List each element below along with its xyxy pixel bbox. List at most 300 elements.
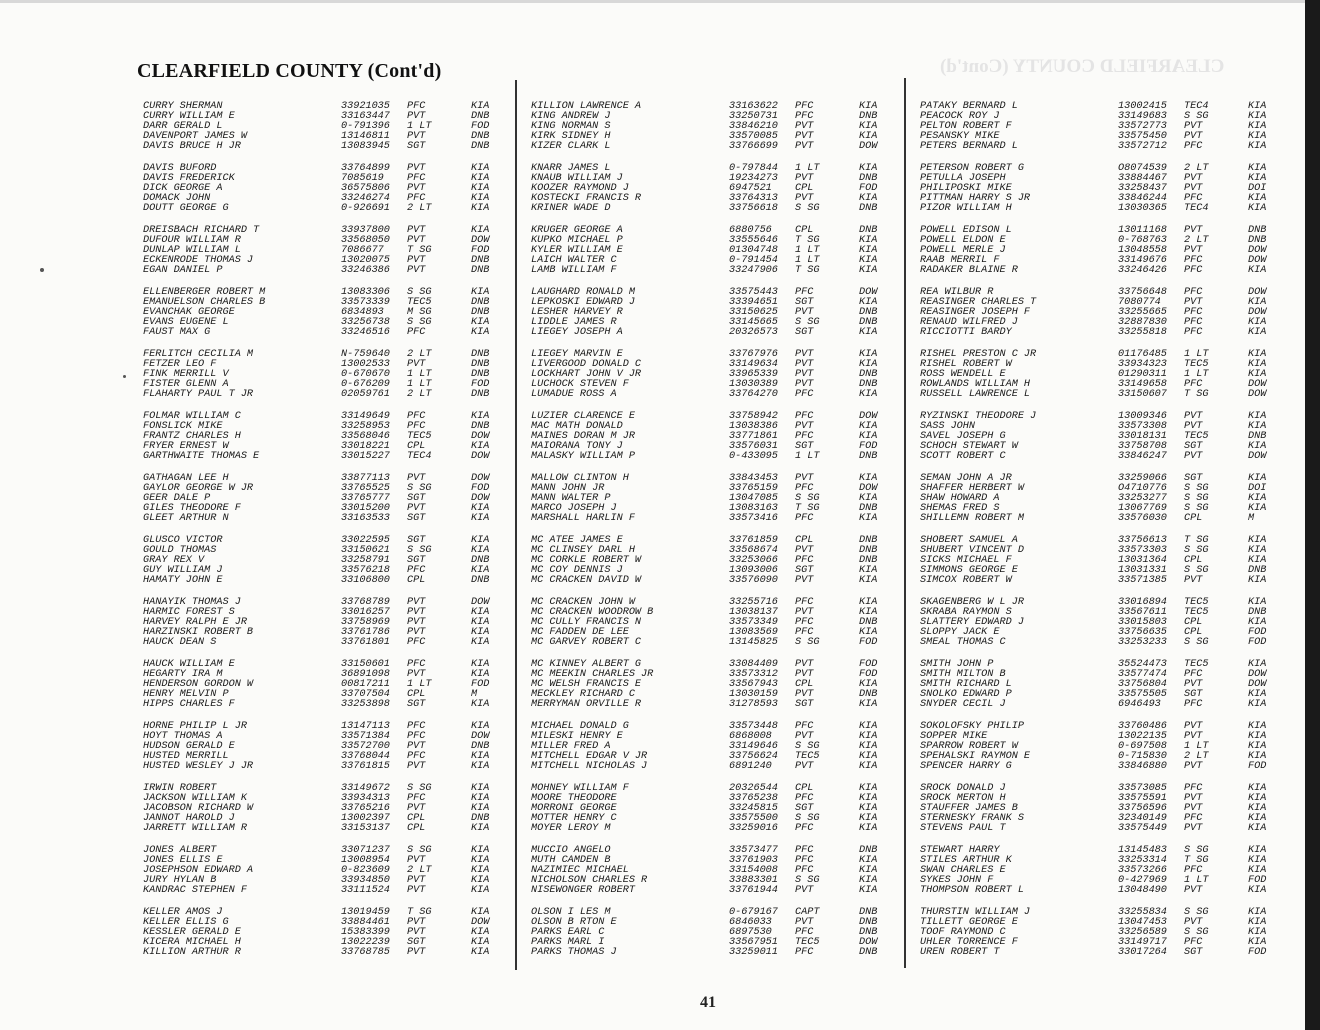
- entry-rank: CPL: [1184, 627, 1203, 638]
- entry-status: DNB: [859, 111, 878, 122]
- entry-serial-number: 33573448: [729, 721, 778, 732]
- entry-name: TOOF RAYMOND C: [920, 927, 1006, 938]
- entry-status: KIA: [471, 803, 490, 814]
- entry-serial-number: 33145665: [729, 317, 778, 328]
- entry-status: KIA: [859, 421, 878, 432]
- entry-status: DNB: [471, 265, 490, 276]
- entry-name: LIDDLE JAMES R: [531, 317, 617, 328]
- entry-name: MOHNEY WILLIAM F: [531, 783, 629, 794]
- entry-rank: PVT: [795, 575, 814, 586]
- entry-name: SROCK MERTON H: [920, 793, 1006, 804]
- entry-name: JACKSON WILLIAM K: [143, 793, 247, 804]
- entry-serial-number: 33765216: [341, 803, 390, 814]
- entry-name: GATHAGAN LEE H: [143, 473, 229, 484]
- entry-serial-number: 33150621: [341, 545, 390, 556]
- entry-name: SCHOCH STEWART W: [920, 441, 1018, 452]
- entry-rank: PVT: [407, 803, 426, 814]
- entry-name: RADAKER BLAINE R: [920, 265, 1018, 276]
- entry-status: DOW: [1248, 245, 1267, 256]
- entry-serial-number: 33846210: [729, 121, 778, 132]
- entry-name: STILES ARTHUR K: [920, 855, 1012, 866]
- entry-status: KIA: [1248, 473, 1267, 484]
- entry-status: M: [471, 689, 478, 700]
- entry-serial-number: 33253233: [1118, 637, 1167, 648]
- entry-serial-number: 33756618: [729, 203, 778, 214]
- entry-serial-number: 33573349: [729, 617, 778, 628]
- entry-name: HAUCK WILLIAM E: [143, 659, 235, 670]
- entry-rank: S SG: [1184, 565, 1209, 576]
- entry-serial-number: 33965339: [729, 369, 778, 380]
- entry-name: MC CRACKEN WOODROW B: [531, 607, 654, 618]
- entry-name: NICHOLSON CHARLES R: [531, 875, 648, 886]
- entry-name: MAC MATH DONALD: [531, 421, 623, 432]
- entry-status: KIA: [859, 783, 878, 794]
- entry-serial-number: 01290311: [1118, 369, 1167, 380]
- entry-serial-number: 33571384: [341, 731, 390, 742]
- entry-status: KIA: [471, 927, 490, 938]
- entry-serial-number: 33575450: [1118, 131, 1167, 142]
- entry-rank: TEC5: [1184, 431, 1209, 442]
- entry-status: KIA: [1248, 101, 1267, 112]
- entry-rank: S SG: [1184, 111, 1209, 122]
- entry-rank: CPL: [795, 183, 814, 194]
- entry-status: DOI: [1248, 183, 1267, 194]
- entry-status: KIA: [859, 327, 878, 338]
- entry-name: FINK MERRILL V: [143, 369, 229, 380]
- entry-name: HUDSON GERALD E: [143, 741, 235, 752]
- entry-status: DOW: [471, 235, 490, 246]
- entry-rank: PFC: [407, 751, 426, 762]
- entry-status: KIA: [471, 225, 490, 236]
- entry-rank: PFC: [795, 927, 814, 938]
- entry-name: ROSS WENDELL E: [920, 369, 1006, 380]
- entry-serial-number: 13146811: [341, 131, 390, 142]
- entry-rank: 1 LT: [407, 379, 432, 390]
- entry-name: RISHEL ROBERT W: [920, 359, 1012, 370]
- entry-status: KIA: [1248, 349, 1267, 360]
- entry-status: KIA: [471, 865, 490, 876]
- entry-serial-number: 33761801: [341, 637, 390, 648]
- entry-rank: CPL: [407, 813, 426, 824]
- entry-name: GARTHWAITE THOMAS E: [143, 451, 260, 462]
- entry-serial-number: 33255834: [1118, 907, 1167, 918]
- entry-serial-number: 33255716: [729, 597, 778, 608]
- entry-serial-number: 13048490: [1118, 885, 1167, 896]
- entry-name: HEGARTY IRA M: [143, 669, 223, 680]
- entry-status: DNB: [471, 421, 490, 432]
- entry-rank: PFC: [795, 111, 814, 122]
- entry-rank: T SG: [795, 503, 820, 514]
- entry-serial-number: 0-676209: [341, 379, 390, 390]
- entry-serial-number: 33150601: [341, 659, 390, 670]
- entry-serial-number: 13083306: [341, 287, 390, 298]
- entry-serial-number: 35524473: [1118, 659, 1167, 670]
- entry-serial-number: 33761903: [729, 855, 778, 866]
- entry-rank: PFC: [795, 483, 814, 494]
- entry-status: DNB: [859, 555, 878, 566]
- entry-name: LUZIER CLARENCE E: [531, 411, 635, 422]
- entry-serial-number: 33018221: [341, 441, 390, 452]
- entry-name: KIZER CLARK L: [531, 141, 611, 152]
- entry-name: PIZOR WILLIAM H: [920, 203, 1012, 214]
- entry-name: LAICH WALTER C: [531, 255, 617, 266]
- entry-name: KUPKO MICHAEL P: [531, 235, 623, 246]
- entry-status: DNB: [859, 545, 878, 556]
- entry-name: DREISBACH RICHARD T: [143, 225, 260, 236]
- entry-rank: CPL: [407, 689, 426, 700]
- entry-rank: PVT: [407, 183, 426, 194]
- entry-rank: TEC5: [1184, 359, 1209, 370]
- entry-rank: PFC: [1184, 307, 1203, 318]
- entry-status: FOD: [471, 483, 490, 494]
- entry-status: KIA: [859, 193, 878, 204]
- entry-status: DNB: [471, 389, 490, 400]
- entry-name: FERLITCH CECILIA M: [143, 349, 254, 360]
- entry-serial-number: 33015803: [1118, 617, 1167, 628]
- entry-serial-number: 33573312: [729, 669, 778, 680]
- entry-rank: PVT: [1184, 225, 1203, 236]
- entry-status: KIA: [859, 731, 878, 742]
- entry-name: DOMACK JOHN: [143, 193, 211, 204]
- entry-serial-number: 33018131: [1118, 431, 1167, 442]
- entry-serial-number: 33846244: [1118, 193, 1167, 204]
- entry-serial-number: 33883301: [729, 875, 778, 886]
- entry-serial-number: 33884461: [341, 917, 390, 928]
- entry-rank: T SG: [407, 245, 432, 256]
- entry-rank: PFC: [407, 793, 426, 804]
- entry-status: DOI: [1248, 483, 1267, 494]
- entry-rank: PVT: [407, 359, 426, 370]
- entry-status: KIA: [471, 937, 490, 948]
- entry-name: MC GARVEY ROBERT C: [531, 637, 642, 648]
- bleed-through-title: CLEARFIELD COUNTY (Cont'd): [940, 56, 1225, 77]
- entry-status: KIA: [859, 349, 878, 360]
- entry-serial-number: 7080774: [1118, 297, 1161, 308]
- entry-name: RYZINSKI THEODORE J: [920, 411, 1037, 422]
- entry-serial-number: 33765525: [341, 483, 390, 494]
- entry-serial-number: 13009346: [1118, 411, 1167, 422]
- entry-rank: PFC: [1184, 317, 1203, 328]
- entry-status: DNB: [471, 111, 490, 122]
- entry-rank: PVT: [795, 761, 814, 772]
- entry-status: DNB: [471, 359, 490, 370]
- entry-rank: CPL: [795, 535, 814, 546]
- entry-status: DNB: [859, 927, 878, 938]
- column-divider-1: [515, 80, 517, 970]
- entry-rank: S SG: [1184, 503, 1209, 514]
- entry-status: DNB: [859, 451, 878, 462]
- entry-rank: TEC4: [1184, 203, 1209, 214]
- entry-name: PETERS BERNARD L: [920, 141, 1018, 152]
- entry-status: FOD: [859, 669, 878, 680]
- entry-status: KIA: [471, 783, 490, 794]
- entry-status: KIA: [1248, 575, 1267, 586]
- entry-rank: 2 LT: [407, 389, 432, 400]
- entry-status: DNB: [1248, 235, 1267, 246]
- entry-rank: PVT: [1184, 183, 1203, 194]
- entry-rank: PVT: [1184, 245, 1203, 256]
- entry-rank: PVT: [795, 379, 814, 390]
- entry-serial-number: 13031331: [1118, 565, 1167, 576]
- entry-status: KIA: [1248, 793, 1267, 804]
- entry-name: RENAUD WILFRED J: [920, 317, 1018, 328]
- entry-rank: SGT: [1184, 947, 1203, 958]
- entry-rank: PFC: [795, 793, 814, 804]
- entry-serial-number: 33149649: [341, 411, 390, 422]
- entry-rank: PVT: [795, 359, 814, 370]
- entry-rank: PVT: [407, 669, 426, 680]
- entry-rank: 1 LT: [795, 163, 820, 174]
- entry-status: DNB: [859, 369, 878, 380]
- entry-name: SLOPPY JACK E: [920, 627, 1000, 638]
- entry-name: JOSEPHSON EDWARD A: [143, 865, 254, 876]
- entry-serial-number: 33575505: [1118, 689, 1167, 700]
- entry-name: HUSTED MERRILL: [143, 751, 229, 762]
- entry-serial-number: 33250731: [729, 111, 778, 122]
- entry-name: MC FADDEN DE LEE: [531, 627, 629, 638]
- entry-serial-number: 13002415: [1118, 101, 1167, 112]
- entry-status: KIA: [471, 545, 490, 556]
- entry-status: KIA: [471, 327, 490, 338]
- entry-name: CURRY WILLIAM E: [143, 111, 235, 122]
- entry-serial-number: 33571385: [1118, 575, 1167, 586]
- entry-rank: TEC5: [407, 297, 432, 308]
- entry-rank: CPL: [1184, 555, 1203, 566]
- entry-name: GILES THEODORE F: [143, 503, 241, 514]
- entry-status: FOD: [859, 637, 878, 648]
- entry-name: MORRONI GEORGE: [531, 803, 617, 814]
- entry-serial-number: 33764313: [729, 193, 778, 204]
- entry-rank: SGT: [407, 555, 426, 566]
- entry-serial-number: 33572712: [1118, 141, 1167, 152]
- entry-serial-number: 33246426: [1118, 265, 1167, 276]
- entry-status: KIA: [1248, 927, 1267, 938]
- entry-rank: PVT: [795, 121, 814, 132]
- entry-rank: PVT: [795, 369, 814, 380]
- entry-status: DNB: [859, 225, 878, 236]
- entry-serial-number: 33707504: [341, 689, 390, 700]
- page-number: 41: [700, 994, 716, 1011]
- entry-status: KIA: [859, 473, 878, 484]
- entry-name: RUSSELL LAWRENCE L: [920, 389, 1031, 400]
- entry-serial-number: 33760486: [1118, 721, 1167, 732]
- entry-serial-number: 13083163: [729, 503, 778, 514]
- entry-status: KIA: [859, 359, 878, 370]
- entry-serial-number: 13030389: [729, 379, 778, 390]
- entry-serial-number: 33149646: [729, 741, 778, 752]
- entry-name: MC MEEKIN CHARLES JR: [531, 669, 654, 680]
- entry-status: KIA: [471, 411, 490, 422]
- entry-rank: PFC: [407, 721, 426, 732]
- entry-serial-number: 33576031: [729, 441, 778, 452]
- entry-name: GLUSCO VICTOR: [143, 535, 223, 546]
- entry-status: KIA: [859, 813, 878, 824]
- entry-name: DARR GERALD L: [143, 121, 223, 132]
- entry-status: DNB: [471, 131, 490, 142]
- entry-rank: S SG: [407, 845, 432, 856]
- entry-serial-number: 33016894: [1118, 597, 1167, 608]
- entry-status: KIA: [1248, 751, 1267, 762]
- entry-status: KIA: [1248, 813, 1267, 824]
- entry-name: SAVEL JOSEPH G: [920, 431, 1006, 442]
- entry-serial-number: 6891240: [729, 761, 772, 772]
- entry-name: KYLER WILLIAM E: [531, 245, 623, 256]
- entry-serial-number: 15383399: [341, 927, 390, 938]
- entry-serial-number: 33258791: [341, 555, 390, 566]
- entry-serial-number: 13067769: [1118, 503, 1167, 514]
- entry-serial-number: 0-797844: [729, 163, 778, 174]
- entry-name: MC CRACKEN JOHN W: [531, 597, 635, 608]
- entry-status: KIA: [859, 565, 878, 576]
- entry-serial-number: 01304748: [729, 245, 778, 256]
- entry-name: MUTH CAMDEN B: [531, 855, 611, 866]
- entry-rank: PVT: [1184, 421, 1203, 432]
- entry-rank: S SG: [407, 483, 432, 494]
- entry-rank: 1 LT: [795, 245, 820, 256]
- entry-status: DNB: [859, 503, 878, 514]
- entry-name: MOTTER HENRY C: [531, 813, 617, 824]
- entry-status: KIA: [1248, 493, 1267, 504]
- entry-status: KIA: [471, 183, 490, 194]
- entry-status: FOD: [859, 183, 878, 194]
- entry-rank: CPL: [1184, 617, 1203, 628]
- entry-rank: SGT: [407, 535, 426, 546]
- entry-serial-number: 33884467: [1118, 173, 1167, 184]
- entry-status: KIA: [1248, 721, 1267, 732]
- entry-name: NISEWONGER ROBERT: [531, 885, 635, 896]
- entry-name: HUSTED WESLEY J JR: [143, 761, 254, 772]
- entry-status: KIA: [1248, 535, 1267, 546]
- entry-status: DNB: [859, 535, 878, 546]
- entry-name: RISHEL PRESTON C JR: [920, 349, 1037, 360]
- entry-rank: PVT: [1184, 721, 1203, 732]
- entry-name: SHEMAS FRED S: [920, 503, 1000, 514]
- entry-rank: PVT: [407, 111, 426, 122]
- entry-serial-number: 13038137: [729, 607, 778, 618]
- entry-serial-number: 33576218: [341, 565, 390, 576]
- entry-serial-number: 01176485: [1118, 349, 1167, 360]
- entry-name: KNARR JAMES L: [531, 163, 611, 174]
- entry-name: SICKS MICHAEL F: [920, 555, 1012, 566]
- entry-serial-number: 0-697508: [1118, 741, 1167, 752]
- entry-serial-number: 33756596: [1118, 803, 1167, 814]
- entry-name: FOLMAR WILLIAM C: [143, 411, 241, 422]
- entry-rank: 1 LT: [407, 679, 432, 690]
- entry-rank: PFC: [407, 411, 426, 422]
- entry-name: JURY HYLAN B: [143, 875, 217, 886]
- entry-rank: PFC: [795, 597, 814, 608]
- entry-name: POWELL MERLE J: [920, 245, 1006, 256]
- entry-name: HOYT THOMAS A: [143, 731, 223, 742]
- entry-serial-number: 33106800: [341, 575, 390, 586]
- entry-name: HARMIC FOREST S: [143, 607, 235, 618]
- entry-status: KIA: [1248, 203, 1267, 214]
- entry-name: STEWART HARRY: [920, 845, 1000, 856]
- entry-serial-number: 33246516: [341, 327, 390, 338]
- entry-name: ROWLANDS WILLIAM H: [920, 379, 1031, 390]
- entry-name: REASINGER JOSEPH F: [920, 307, 1031, 318]
- entry-status: DNB: [859, 617, 878, 628]
- entry-name: FAUST MAX G: [143, 327, 211, 338]
- entry-serial-number: 33573303: [1118, 545, 1167, 556]
- entry-serial-number: 33016257: [341, 607, 390, 618]
- entry-serial-number: 33259016: [729, 823, 778, 834]
- entry-rank: PFC: [795, 431, 814, 442]
- entry-status: DNB: [859, 173, 878, 184]
- entry-name: DOUTT GEORGE G: [143, 203, 229, 214]
- entry-serial-number: N-759640: [341, 349, 390, 360]
- entry-status: KIA: [859, 751, 878, 762]
- entry-name: KELLER ELLIS G: [143, 917, 229, 928]
- entry-name: LUMADUE ROSS A: [531, 389, 617, 400]
- entry-status: FOD: [859, 659, 878, 670]
- entry-rank: PVT: [795, 349, 814, 360]
- entry-status: DOW: [471, 917, 490, 928]
- entry-rank: PVT: [1184, 121, 1203, 132]
- entry-status: DOW: [471, 493, 490, 504]
- entry-status: KIA: [859, 885, 878, 896]
- entry-name: KESSLER GERALD E: [143, 927, 241, 938]
- entry-status: DNB: [471, 307, 490, 318]
- entry-serial-number: 6947521: [729, 183, 772, 194]
- entry-name: EVANS EUGENE L: [143, 317, 229, 328]
- entry-rank: PVT: [795, 917, 814, 928]
- entry-status: FOD: [1248, 637, 1267, 648]
- entry-name: PARKS THOMAS J: [531, 947, 617, 958]
- entry-name: SCOTT ROBERT C: [920, 451, 1006, 462]
- entry-status: FOD: [471, 379, 490, 390]
- entry-serial-number: 33768789: [341, 597, 390, 608]
- entry-name: GEER DALE P: [143, 493, 211, 504]
- entry-name: SOKOLOFSKY PHILIP: [920, 721, 1024, 732]
- entry-name: MARSHALL HARLIN F: [531, 513, 635, 524]
- entry-serial-number: 33573085: [1118, 783, 1167, 794]
- entry-rank: PVT: [407, 627, 426, 638]
- entry-name: MOORE THEODORE: [531, 793, 617, 804]
- entry-status: KIA: [1248, 555, 1267, 566]
- entry-name: SKAGENBERG W L JR: [920, 597, 1024, 608]
- entry-rank: S SG: [1184, 907, 1209, 918]
- entry-serial-number: 20326544: [729, 783, 778, 794]
- entry-rank: PFC: [407, 173, 426, 184]
- entry-name: SKRABA RAYMON S: [920, 607, 1012, 618]
- entry-name: KOOZER RAYMOND J: [531, 183, 629, 194]
- entry-serial-number: 33259011: [729, 947, 778, 958]
- entry-status: KIA: [471, 947, 490, 958]
- entry-name: KRUGER GEORGE A: [531, 225, 623, 236]
- entry-status: KIA: [1248, 297, 1267, 308]
- entry-status: KIA: [859, 627, 878, 638]
- entry-status: FOD: [1248, 627, 1267, 638]
- entry-status: KIA: [1248, 917, 1267, 928]
- entry-name: PITTMAN HARRY S JR: [920, 193, 1031, 204]
- entry-status: KIA: [859, 699, 878, 710]
- entry-status: KIA: [1248, 369, 1267, 380]
- entry-serial-number: 33921035: [341, 101, 390, 112]
- entry-rank: 1 LT: [407, 369, 432, 380]
- entry-rank: PFC: [1184, 265, 1203, 276]
- entry-serial-number: 33163533: [341, 513, 390, 524]
- entry-serial-number: 33573308: [1118, 421, 1167, 432]
- entry-serial-number: 13083945: [341, 141, 390, 152]
- entry-rank: S SG: [795, 741, 820, 752]
- entry-rank: PVT: [1184, 823, 1203, 834]
- entry-status: FOD: [1248, 761, 1267, 772]
- entry-name: MUCCIO ANGELO: [531, 845, 611, 856]
- entry-name: SHAW HOWARD A: [920, 493, 1000, 504]
- entry-rank: PFC: [1184, 937, 1203, 948]
- entry-status: KIA: [1248, 411, 1267, 422]
